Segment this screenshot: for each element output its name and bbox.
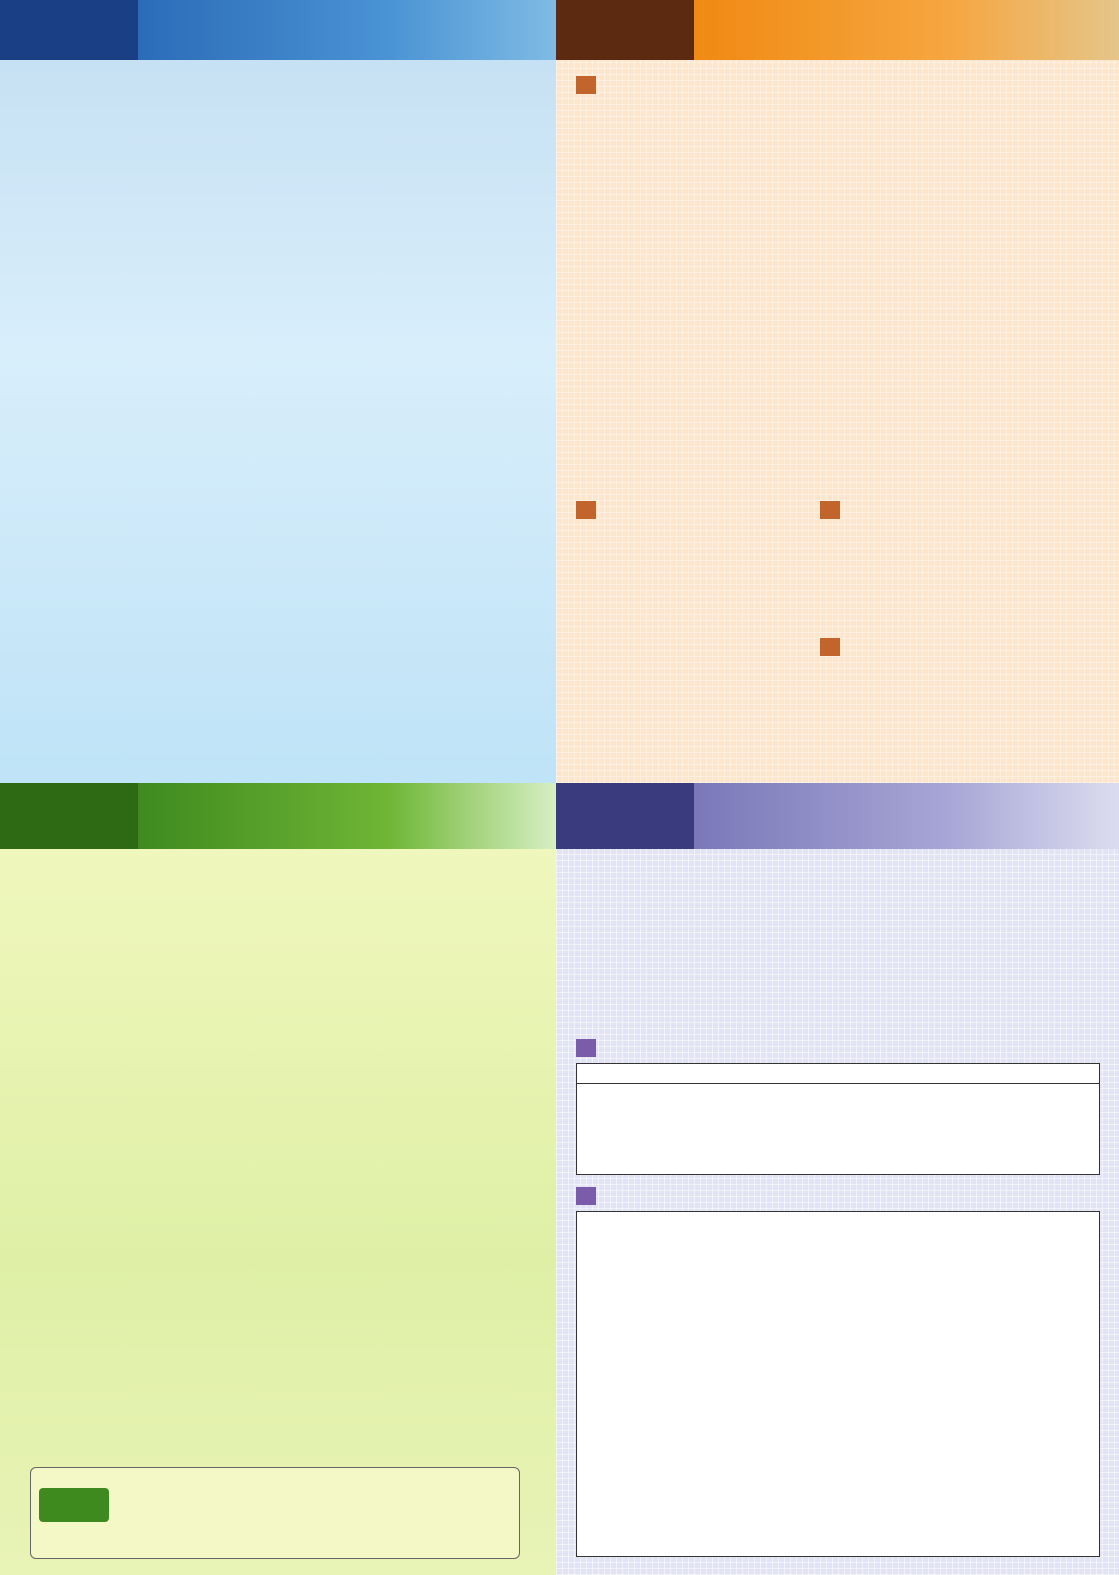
worship-verse	[694, 0, 1119, 60]
news-header	[0, 783, 556, 849]
support-table	[576, 1063, 1100, 1175]
car-schedule	[576, 1211, 1100, 1557]
sunday-service-tag	[576, 76, 596, 94]
worship-panel	[556, 0, 1119, 783]
afternoon-service-tag	[576, 501, 596, 519]
dawn-prayer-tag	[820, 638, 840, 656]
car-tag	[576, 1187, 596, 1205]
koinonia-header	[556, 783, 1119, 849]
staff-label	[39, 1488, 109, 1522]
order-row-choir	[584, 284, 1104, 304]
support-tag	[576, 1039, 596, 1057]
koinonia-panel	[556, 783, 1119, 1575]
staff-box	[30, 1467, 520, 1559]
worship-header	[556, 0, 1119, 60]
wednesday-service-tag	[820, 501, 840, 519]
note-header	[0, 0, 556, 60]
news-panel	[0, 783, 556, 1575]
koinonia-verse	[694, 783, 1119, 849]
note-panel	[0, 0, 556, 783]
note-verse	[138, 0, 556, 60]
news-verse	[138, 783, 556, 849]
